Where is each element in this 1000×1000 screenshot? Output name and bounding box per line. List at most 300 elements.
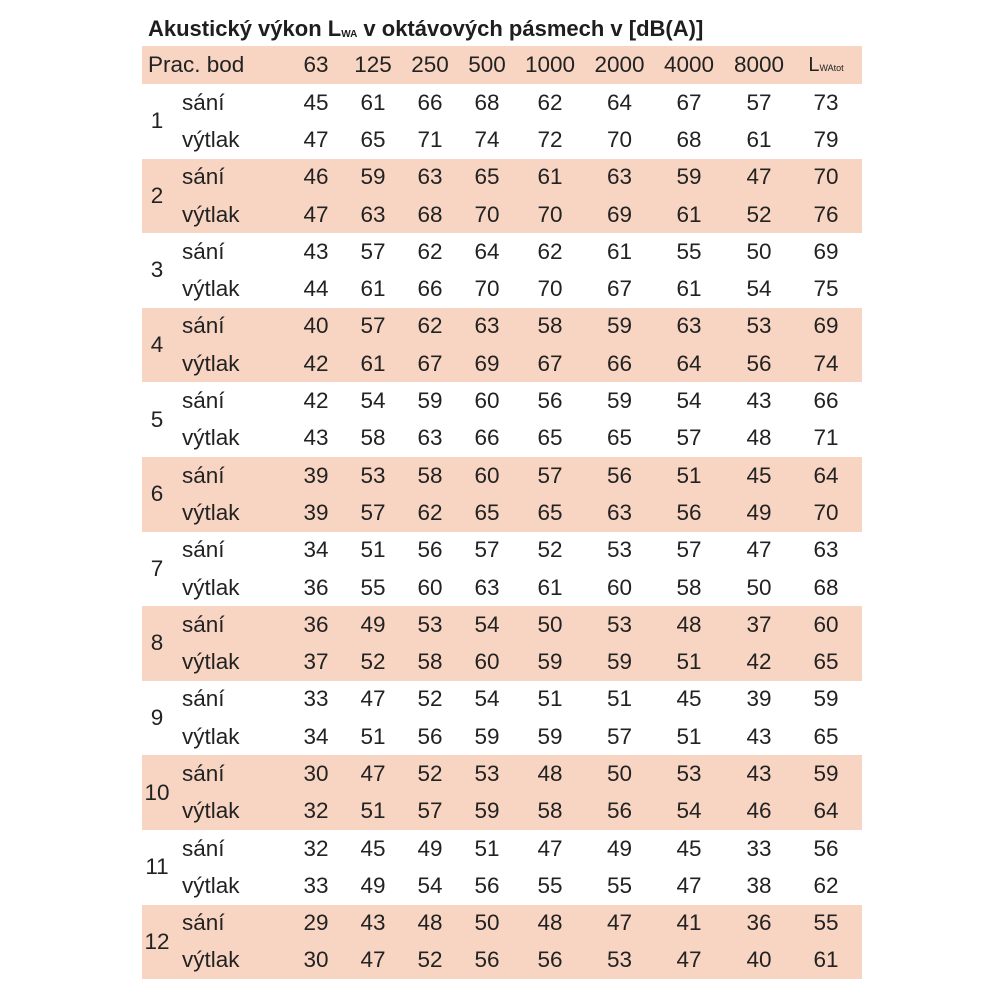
band-value-cell: 60 <box>606 574 633 600</box>
total-value-cell: 55 <box>813 910 839 936</box>
band-value-cell: 54 <box>746 276 772 302</box>
table-row-sani <box>142 830 862 867</box>
band-value-cell: 61 <box>360 89 386 115</box>
band-value-cell: 56 <box>537 388 563 414</box>
band-value-cell: 62 <box>417 238 443 264</box>
band-value-cell: 43 <box>746 723 772 749</box>
band-value-cell: 61 <box>676 201 702 227</box>
table-row-sani <box>142 606 862 643</box>
band-value-cell: 61 <box>360 350 386 376</box>
operating-point-group <box>142 755 862 830</box>
row-label-vytlak: výtlak <box>182 425 240 451</box>
band-value-cell: 51 <box>676 649 702 675</box>
band-value-cell: 72 <box>537 126 563 152</box>
row-label-vytlak: výtlak <box>182 126 240 152</box>
row-label-vytlak: výtlak <box>182 574 240 600</box>
band-value-cell: 64 <box>676 350 702 376</box>
header-band-500: 500 <box>468 52 506 77</box>
band-value-cell: 37 <box>746 611 772 637</box>
table-row-vytlak <box>142 569 862 606</box>
band-value-cell: 48 <box>417 910 443 936</box>
table-row-vytlak <box>142 121 862 158</box>
band-value-cell: 55 <box>606 872 633 898</box>
table-row-sani <box>142 905 862 942</box>
row-label-sani: sání <box>182 462 225 488</box>
band-value-cell: 43 <box>360 910 386 936</box>
total-value-cell: 65 <box>813 723 839 749</box>
row-label-sani: sání <box>182 164 225 190</box>
band-value-cell: 62 <box>537 89 563 115</box>
band-value-cell: 47 <box>676 872 702 898</box>
band-value-cell: 53 <box>417 611 443 637</box>
total-value-cell: 76 <box>813 201 839 227</box>
band-value-cell: 68 <box>676 126 702 152</box>
band-value-cell: 58 <box>676 574 702 600</box>
band-value-cell: 33 <box>746 835 772 861</box>
band-value-cell: 67 <box>676 89 702 115</box>
row-label-sani: sání <box>182 760 225 786</box>
header-band-8000: 8000 <box>733 52 785 77</box>
band-value-cell: 38 <box>746 872 772 898</box>
band-value-cell: 57 <box>537 462 563 488</box>
band-value-cell: 62 <box>537 238 563 264</box>
total-value-cell: 65 <box>813 649 839 675</box>
band-value-cell: 63 <box>417 425 443 451</box>
band-value-cell: 54 <box>676 388 702 414</box>
band-value-cell: 36 <box>746 910 772 936</box>
band-value-cell: 51 <box>676 462 702 488</box>
total-value-cell: 79 <box>813 126 839 152</box>
band-value-cell: 68 <box>474 89 500 115</box>
band-value-cell: 51 <box>676 723 702 749</box>
row-label-vytlak: výtlak <box>182 350 240 376</box>
band-value-cell: 65 <box>537 499 563 525</box>
band-value-cell: 57 <box>360 499 386 525</box>
band-value-cell: 69 <box>606 201 633 227</box>
band-value-cell: 51 <box>360 537 386 563</box>
band-value-cell: 51 <box>606 686 633 712</box>
header-band-4000: 4000 <box>663 52 715 77</box>
row-label-sani: sání <box>182 89 225 115</box>
band-value-cell: 57 <box>360 313 386 339</box>
band-value-cell: 51 <box>360 798 386 824</box>
band-value-cell: 51 <box>474 835 500 861</box>
band-value-cell: 57 <box>676 537 702 563</box>
band-value-cell: 63 <box>606 164 633 190</box>
band-value-cell: 36 <box>303 611 329 637</box>
band-value-cell: 69 <box>474 350 500 376</box>
band-value-cell: 59 <box>360 164 386 190</box>
band-value-cell: 46 <box>746 798 772 824</box>
band-value-cell: 47 <box>360 686 386 712</box>
operating-point-number: 3 <box>150 257 164 283</box>
band-value-cell: 66 <box>417 276 443 302</box>
band-value-cell: 60 <box>474 649 500 675</box>
total-value-cell: 56 <box>813 835 839 861</box>
table-row-vytlak <box>142 942 862 979</box>
row-label-sani: sání <box>182 537 225 563</box>
operating-point-number: 11 <box>145 854 169 880</box>
band-value-cell: 47 <box>303 126 329 152</box>
band-value-cell: 70 <box>474 201 500 227</box>
band-value-cell: 49 <box>746 499 772 525</box>
operating-point-group <box>142 532 862 607</box>
band-value-cell: 56 <box>537 947 563 973</box>
band-value-cell: 30 <box>303 760 329 786</box>
table-row-sani <box>142 681 862 718</box>
title-subscript: WA <box>341 29 358 40</box>
band-value-cell: 53 <box>676 760 702 786</box>
total-value-cell: 59 <box>813 760 839 786</box>
band-value-cell: 54 <box>474 686 500 712</box>
band-value-cell: 47 <box>537 835 563 861</box>
band-value-cell: 60 <box>474 462 500 488</box>
operating-point-number: 10 <box>144 779 170 805</box>
table-row-vytlak <box>142 420 862 457</box>
band-value-cell: 50 <box>746 574 772 600</box>
band-value-cell: 48 <box>537 910 563 936</box>
band-value-cell: 47 <box>606 910 633 936</box>
header-total <box>798 46 854 84</box>
band-value-cell: 56 <box>676 499 702 525</box>
row-label-vytlak: výtlak <box>182 872 240 898</box>
band-value-cell: 70 <box>537 276 563 302</box>
table-row-vytlak <box>142 718 862 755</box>
band-value-cell: 48 <box>746 425 772 451</box>
band-value-cell: 42 <box>746 649 772 675</box>
table-row-sani <box>142 532 862 569</box>
band-value-cell: 54 <box>676 798 702 824</box>
table-row-vytlak <box>142 867 862 904</box>
operating-point-number: 6 <box>150 481 164 507</box>
total-value-cell: 66 <box>813 388 839 414</box>
band-value-cell: 57 <box>676 425 702 451</box>
band-value-cell: 64 <box>606 89 633 115</box>
band-value-cell: 59 <box>537 649 563 675</box>
band-value-cell: 74 <box>474 126 500 152</box>
band-value-cell: 29 <box>303 910 329 936</box>
band-value-cell: 52 <box>417 947 443 973</box>
band-value-cell: 58 <box>537 798 563 824</box>
total-value-cell: 70 <box>813 164 839 190</box>
band-value-cell: 61 <box>537 164 563 190</box>
operating-point-number: 12 <box>144 928 170 954</box>
band-value-cell: 56 <box>606 462 633 488</box>
band-value-cell: 39 <box>746 686 772 712</box>
band-value-cell: 42 <box>303 388 329 414</box>
band-value-cell: 59 <box>474 798 500 824</box>
band-value-cell: 50 <box>537 611 563 637</box>
band-value-cell: 61 <box>746 126 772 152</box>
band-value-cell: 61 <box>537 574 563 600</box>
band-value-cell: 47 <box>303 201 329 227</box>
band-value-cell: 66 <box>606 350 633 376</box>
row-label-vytlak: výtlak <box>182 798 240 824</box>
band-value-cell: 70 <box>537 201 563 227</box>
band-value-cell: 59 <box>537 723 563 749</box>
band-value-cell: 57 <box>360 238 386 264</box>
title-rest: v oktávových pásmech v [dB(A)] <box>357 16 704 41</box>
table-row-vytlak <box>142 793 862 830</box>
row-label-sani: sání <box>182 835 225 861</box>
band-value-cell: 60 <box>417 574 443 600</box>
band-value-cell: 47 <box>360 760 386 786</box>
band-value-cell: 63 <box>606 499 633 525</box>
band-value-cell: 63 <box>417 164 443 190</box>
operating-point-number: 4 <box>150 332 164 358</box>
total-value-cell: 60 <box>813 611 839 637</box>
band-value-cell: 43 <box>303 238 329 264</box>
band-value-cell: 59 <box>606 649 633 675</box>
band-value-cell: 45 <box>360 835 386 861</box>
band-value-cell: 51 <box>360 723 386 749</box>
operating-point-group <box>142 457 862 532</box>
band-value-cell: 48 <box>676 611 702 637</box>
band-value-cell: 43 <box>303 425 329 451</box>
band-value-cell: 57 <box>606 723 633 749</box>
table-row-sani <box>142 308 862 345</box>
header-band-250: 250 <box>411 52 449 77</box>
table-row-sani <box>142 233 862 270</box>
operating-point-number: 8 <box>150 630 164 656</box>
band-value-cell: 56 <box>746 350 772 376</box>
band-value-cell: 56 <box>417 723 443 749</box>
band-value-cell: 54 <box>360 388 386 414</box>
band-value-cell: 60 <box>474 388 500 414</box>
header-band-63: 63 <box>303 52 329 77</box>
band-value-cell: 49 <box>360 872 386 898</box>
operating-point-number: 2 <box>150 182 164 208</box>
table-row-vytlak <box>142 270 862 307</box>
operating-point-group <box>142 382 862 457</box>
band-value-cell: 45 <box>676 686 702 712</box>
band-value-cell: 70 <box>474 276 500 302</box>
table-row-vytlak <box>142 196 862 233</box>
band-value-cell: 61 <box>676 276 702 302</box>
band-value-cell: 32 <box>303 798 329 824</box>
header-row <box>142 46 862 84</box>
row-label-vytlak: výtlak <box>182 276 240 302</box>
operating-point-group <box>142 681 862 756</box>
band-value-cell: 57 <box>417 798 443 824</box>
table-row-sani <box>142 84 862 121</box>
band-value-cell: 70 <box>606 126 633 152</box>
band-value-cell: 45 <box>746 462 772 488</box>
band-value-cell: 34 <box>303 537 329 563</box>
band-value-cell: 65 <box>474 499 500 525</box>
total-value-cell: 63 <box>813 537 839 563</box>
band-value-cell: 37 <box>303 649 329 675</box>
band-value-cell: 43 <box>746 388 772 414</box>
band-value-cell: 61 <box>360 276 386 302</box>
band-value-cell: 53 <box>360 462 386 488</box>
operating-point-number: 1 <box>150 108 164 134</box>
band-value-cell: 58 <box>537 313 563 339</box>
band-value-cell: 51 <box>537 686 563 712</box>
band-value-cell: 54 <box>474 611 500 637</box>
table-row-vytlak <box>142 643 862 680</box>
band-value-cell: 49 <box>606 835 633 861</box>
total-value-cell: 69 <box>813 238 839 264</box>
band-value-cell: 59 <box>676 164 702 190</box>
acoustic-power-document <box>142 10 862 979</box>
band-value-cell: 52 <box>746 201 772 227</box>
band-value-cell: 47 <box>676 947 702 973</box>
row-label-sani: sání <box>182 388 225 414</box>
band-value-cell: 41 <box>676 910 702 936</box>
band-value-cell: 56 <box>474 872 500 898</box>
band-value-cell: 63 <box>360 201 386 227</box>
total-value-cell: 68 <box>813 574 839 600</box>
header-band-125: 125 <box>354 52 392 77</box>
band-value-cell: 53 <box>474 760 500 786</box>
operating-point-group <box>142 159 862 234</box>
table-title <box>142 10 862 46</box>
operating-point-group <box>142 830 862 905</box>
row-label-vytlak: výtlak <box>182 723 240 749</box>
band-value-cell: 55 <box>537 872 563 898</box>
total-value-cell: 73 <box>813 89 839 115</box>
table-row-sani <box>142 755 862 792</box>
table-row-sani <box>142 382 862 419</box>
band-value-cell: 49 <box>417 835 443 861</box>
band-value-cell: 67 <box>606 276 633 302</box>
band-value-cell: 57 <box>746 89 772 115</box>
band-value-cell: 53 <box>606 947 633 973</box>
band-value-cell: 56 <box>417 537 443 563</box>
band-value-cell: 66 <box>474 425 500 451</box>
band-value-cell: 65 <box>606 425 633 451</box>
row-label-vytlak: výtlak <box>182 499 240 525</box>
band-value-cell: 49 <box>360 611 386 637</box>
row-label-sani: sání <box>182 686 225 712</box>
total-value-cell: 69 <box>813 313 839 339</box>
band-value-cell: 61 <box>606 238 633 264</box>
row-label-sani: sání <box>182 611 225 637</box>
band-value-cell: 58 <box>417 649 443 675</box>
band-value-cell: 52 <box>417 760 443 786</box>
band-value-cell: 36 <box>303 574 329 600</box>
band-value-cell: 67 <box>417 350 443 376</box>
total-value-cell: 64 <box>813 798 839 824</box>
operating-point-group <box>142 606 862 681</box>
operating-point-group <box>142 233 862 308</box>
band-value-cell: 40 <box>303 313 329 339</box>
operating-point-number: 7 <box>150 555 164 581</box>
band-value-cell: 50 <box>606 760 633 786</box>
band-value-cell: 47 <box>746 164 772 190</box>
band-value-cell: 40 <box>746 947 772 973</box>
band-value-cell: 53 <box>746 313 772 339</box>
table-row-vytlak <box>142 494 862 531</box>
band-value-cell: 65 <box>360 126 386 152</box>
band-value-cell: 50 <box>746 238 772 264</box>
header-point: Prac. bod <box>148 52 245 77</box>
band-value-cell: 42 <box>303 350 329 376</box>
title-main: Akustický výkon L <box>148 16 342 41</box>
total-value-cell: 75 <box>813 276 839 302</box>
band-value-cell: 48 <box>537 760 563 786</box>
band-value-cell: 52 <box>360 649 386 675</box>
total-value-cell: 71 <box>813 425 839 451</box>
band-value-cell: 45 <box>676 835 702 861</box>
band-value-cell: 53 <box>606 611 633 637</box>
total-value-cell: 70 <box>813 499 839 525</box>
band-value-cell: 59 <box>474 723 500 749</box>
band-value-cell: 34 <box>303 723 329 749</box>
row-label-sani: sání <box>182 313 225 339</box>
band-value-cell: 58 <box>360 425 386 451</box>
header-band-2000: 2000 <box>594 52 645 77</box>
band-value-cell: 62 <box>417 313 443 339</box>
band-value-cell: 64 <box>474 238 500 264</box>
total-value-cell: 59 <box>813 686 839 712</box>
band-value-cell: 63 <box>676 313 702 339</box>
band-value-cell: 67 <box>537 350 563 376</box>
band-value-cell: 43 <box>746 760 772 786</box>
table-row-vytlak <box>142 345 862 382</box>
total-value-cell: 61 <box>813 947 839 973</box>
band-value-cell: 63 <box>474 574 500 600</box>
band-value-cell: 33 <box>303 872 329 898</box>
header-total-sub: WAtot <box>819 63 844 73</box>
row-label-sani: sání <box>182 238 225 264</box>
band-value-cell: 55 <box>676 238 702 264</box>
band-value-cell: 65 <box>474 164 500 190</box>
band-value-cell: 68 <box>417 201 443 227</box>
table-row-sani <box>142 159 862 196</box>
band-value-cell: 32 <box>303 835 329 861</box>
band-value-cell: 45 <box>303 89 329 115</box>
operating-point-number: 5 <box>150 406 164 432</box>
band-value-cell: 55 <box>360 574 386 600</box>
band-value-cell: 63 <box>474 313 500 339</box>
header-total-main: L <box>808 53 820 76</box>
band-value-cell: 47 <box>746 537 772 563</box>
band-value-cell: 59 <box>606 313 633 339</box>
row-label-vytlak: výtlak <box>182 201 240 227</box>
table-row-sani <box>142 457 862 494</box>
band-value-cell: 30 <box>303 947 329 973</box>
operating-point-group <box>142 84 862 159</box>
total-value-cell: 74 <box>813 350 839 376</box>
total-value-cell: 62 <box>813 872 839 898</box>
operating-point-group <box>142 905 862 980</box>
band-value-cell: 44 <box>303 276 329 302</box>
band-value-cell: 50 <box>474 910 500 936</box>
band-value-cell: 39 <box>303 462 329 488</box>
band-value-cell: 53 <box>606 537 633 563</box>
band-value-cell: 57 <box>474 537 500 563</box>
band-value-cell: 33 <box>303 686 329 712</box>
band-value-cell: 62 <box>417 499 443 525</box>
row-label-vytlak: výtlak <box>182 649 240 675</box>
band-value-cell: 59 <box>417 388 443 414</box>
row-label-vytlak: výtlak <box>182 947 240 973</box>
header-band-1000: 1000 <box>524 52 576 77</box>
band-value-cell: 71 <box>417 126 443 152</box>
operating-point-group <box>142 308 862 383</box>
total-value-cell: 64 <box>813 462 839 488</box>
band-value-cell: 54 <box>417 872 443 898</box>
band-value-cell: 65 <box>537 425 563 451</box>
table-body <box>142 84 862 979</box>
row-label-sani: sání <box>182 910 225 936</box>
band-value-cell: 59 <box>606 388 633 414</box>
band-value-cell: 39 <box>303 499 329 525</box>
band-value-cell: 52 <box>537 537 563 563</box>
band-value-cell: 56 <box>474 947 500 973</box>
